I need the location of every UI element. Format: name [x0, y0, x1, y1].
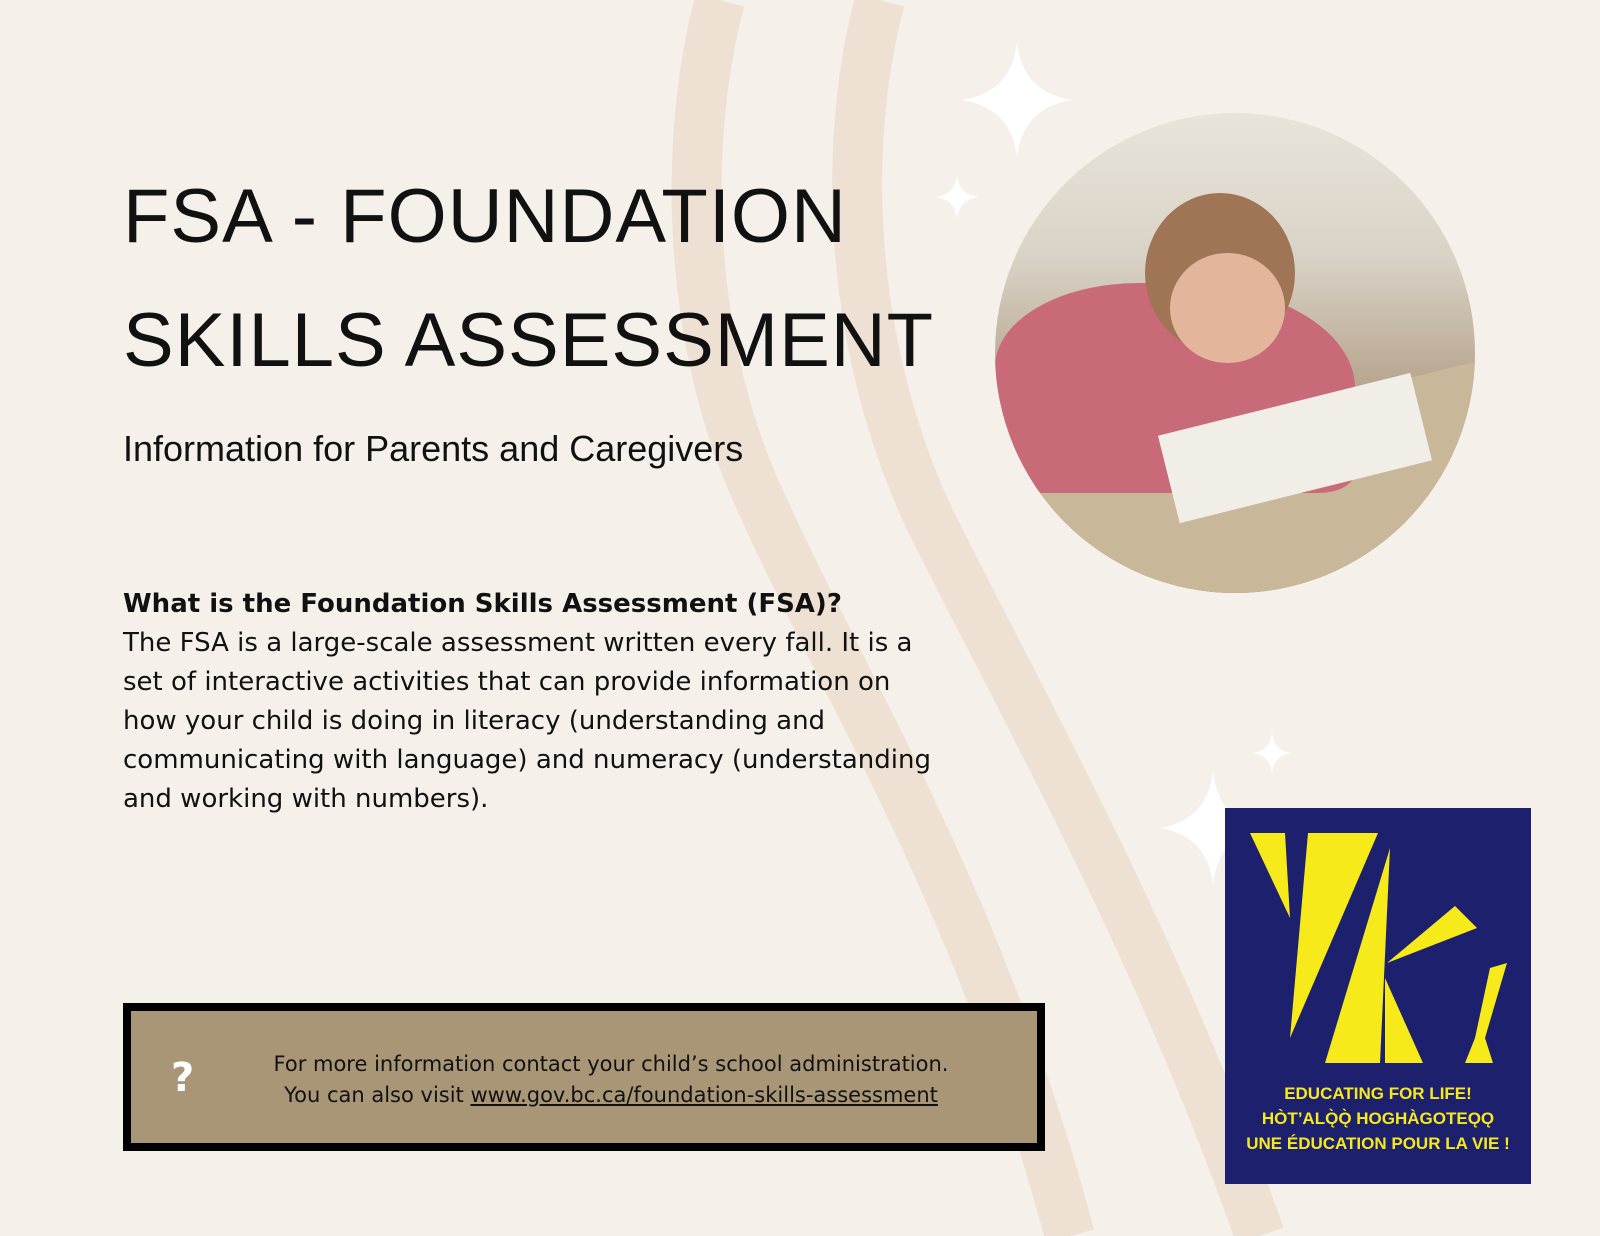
yk1-logo-icon	[1225, 808, 1531, 1068]
section-heading: What is the Foundation Skills Assessment (FSA)?	[123, 589, 842, 619]
fsa-description	[123, 585, 943, 819]
page-title	[123, 155, 934, 403]
info-line-2-prefix: You can also visit	[284, 1083, 471, 1107]
logo-line-2: HÒT’ALǪ̀Ǫ̀ HOGHÀGOTEǪǪ	[1261, 1109, 1495, 1128]
logo-line-3: UNE ÉDUCATION POUR LA VIE !	[1246, 1134, 1510, 1153]
school-district-logo	[1225, 808, 1531, 1184]
info-line-1: For more information contact your child’s school administration.	[273, 1052, 949, 1076]
info-box	[123, 1003, 1045, 1151]
logo-line-1: EDUCATING FOR LIFE!	[1284, 1084, 1472, 1103]
section-text: The FSA is a large-scale assessment written every fall. It is a set of interactive activities that can provide information on how your child is doing in literacy (understanding and communicating with language) and numeracy (understanding and working with numbers).	[123, 628, 931, 814]
fsa-website-link[interactable]: www.gov.bc.ca/foundation-skills-assessment	[470, 1083, 938, 1107]
subtitle: Information for Parents and Caregivers	[123, 428, 744, 469]
student-writing-photo	[995, 113, 1475, 593]
question-icon: ?	[171, 1055, 195, 1101]
title-line-2: SKILLS ASSESSMENT	[123, 298, 935, 383]
title-line-1: FSA - FOUNDATION	[123, 174, 847, 259]
